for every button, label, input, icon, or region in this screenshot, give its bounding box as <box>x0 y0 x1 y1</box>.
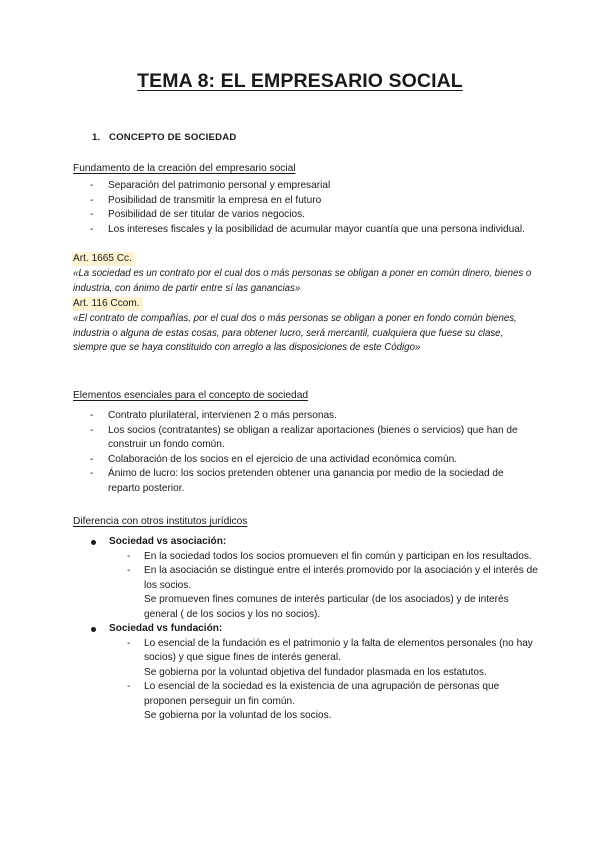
group-title: Sociedad vs asociación: <box>109 536 227 547</box>
list-item <box>109 680 543 724</box>
list-item <box>109 550 543 565</box>
list-item: - Separación del patrimonio personal y empresarial <box>73 179 528 194</box>
elementos-heading: Elementos esenciales para el concepto de sociedad <box>73 390 309 401</box>
diferencia-heading: Diferencia con otros institutos jurídicos <box>73 516 248 527</box>
fundamento-list <box>73 179 528 237</box>
list-item: - Colaboración de los socios en el ejercicio de una actividad económica común. <box>73 453 533 468</box>
item-text: Lo esencial de la fundación es el patrimonio y la falta de elementos personales (no hay socios) y que sigue fines de interés general. <box>144 637 533 663</box>
list-item: - Posibilidad de ser titular de varios negocios. <box>73 208 528 223</box>
bullet-group <box>73 535 543 622</box>
bullet-group <box>73 622 543 724</box>
section-heading <box>92 132 237 143</box>
article-label: Art. 1665 Cc. <box>72 252 135 266</box>
item-extra: Se gobierna por la voluntad objetiva del fundador plasmada en los estatutos. <box>144 666 487 678</box>
page-title: TEMA 8: EL EMPRESARIO SOCIAL <box>137 70 463 92</box>
section-title: CONCEPTO DE SOCIEDAD <box>109 132 237 143</box>
section-number: 1. <box>92 132 101 143</box>
item-extra: Se promueven fines comunes de interés particular (de los asociados) y de interés general ( de los socios y los no socios). <box>144 594 509 620</box>
diferencia-list <box>73 535 543 724</box>
list-item: - Posibilidad de transmitir la empresa en el futuro <box>73 194 528 209</box>
elementos-list <box>73 409 533 496</box>
list-item: - Los socios (contratantes) se obligan a realizar aportaciones (bienes o servicios) que han de construir un fondo común. <box>73 424 533 453</box>
list-item: - Los intereses fiscales y la posibilidad de acumular mayor cuantía que una persona individual. <box>73 223 528 238</box>
list-item: - Contrato plurilateral, intervienen 2 o más personas. <box>73 409 533 424</box>
article-quote: «El contrato de compañías, por el cual dos o más personas se obligan a poner en fondo común bienes, industria o alguna de estas cosas, para obtener lucro, será mercantil, cualquiera que fuese su clase, siempre que se haya constituido con arreglo a las disposiciones de este Código» <box>73 313 517 354</box>
group-title: Sociedad vs fundación: <box>109 623 223 634</box>
item-text: En la asociación se distingue entre el interés promovido por la asociación y el interés de los socios. <box>144 565 538 591</box>
list-item <box>109 564 543 622</box>
article-quote: «La sociedad es un contrato por el cual dos o más personas se obligan a poner en común dinero, bienes o industria, con ánimo de partir entre sí las ganancias» <box>73 268 532 294</box>
article-label: Art. 116 Ccom. <box>72 297 143 311</box>
item-text: En la sociedad todos los socios promueven el fin común y participan en los resultados. <box>144 550 532 562</box>
item-extra: Se gobierna por la voluntad de los socios. <box>144 710 332 721</box>
fundamento-heading: Fundamento de la creación del empresario social <box>73 163 296 174</box>
list-item: - Ánimo de lucro: los socios pretenden obtener una ganancia por medio de la sociedad de reparto posterior. <box>73 467 533 496</box>
item-text: Lo esencial de la sociedad es la existencia de una agrupación de personas que proponen perseguir un fin común. <box>144 681 500 707</box>
group-items <box>109 637 543 724</box>
group-items <box>109 550 543 623</box>
list-item <box>109 637 543 681</box>
